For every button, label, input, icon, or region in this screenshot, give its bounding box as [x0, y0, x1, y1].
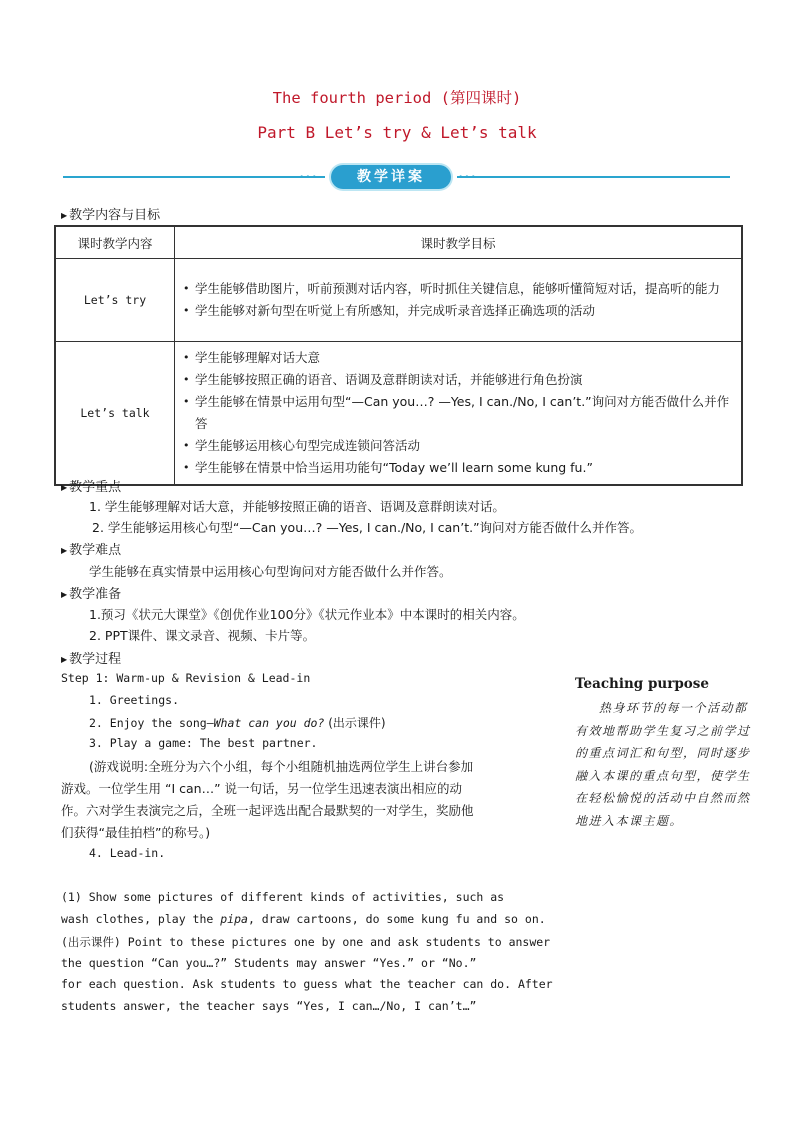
preparation-item: 1.预习《状元大课堂》《创优作业100分》《状元作业本》中本课时的相关内容。: [89, 607, 525, 622]
row-goals: [175, 259, 743, 342]
col-header-content: 课时教学内容: [55, 226, 175, 259]
col-header-goals: 课时教学目标: [175, 226, 743, 259]
lead-in-paragraph: students answer, the teacher says “Yes, I can…/No, I can’t…”: [61, 999, 477, 1013]
table-row: [55, 259, 742, 342]
step-title: Step 1: Warm-up & Revision & Lead-in: [61, 671, 311, 685]
lead-in-paragraph: wash clothes, play the pipa, draw cartoons, do some kung fu and so on.: [61, 912, 546, 926]
table-header-row: [55, 226, 742, 259]
key-points-heading: ▶ 教学重点: [61, 480, 122, 495]
goal-item: • 学生能够在情景中恰当运用功能句“Today we’ll learn some kung fu.”: [181, 457, 733, 479]
step-item: 3. Play a game: The best partner.: [89, 736, 318, 750]
goal-item: • 学生能够对新句型在听觉上有所感知，并完成听录音选择正确选项的活动: [181, 300, 733, 322]
sidebar-title: Teaching purpose: [575, 676, 709, 692]
key-point-item: 2. 学生能够运用核心句型“—Can you…? —Yes, I can./No, I can’t.”询问对方能否做什么并作答。: [92, 520, 643, 535]
game-description: 们获得“最佳拍档”的称号。): [61, 825, 211, 840]
game-description: (游戏说明:全班分为六个小组，每个小组随机抽选两位学生上讲台参加: [89, 759, 474, 774]
goal-item: • 学生能够理解对话大意: [181, 347, 733, 369]
game-description: 游戏。一位学生用 “I can…” 说一句话，另一位学生迅速表演出相应的动: [61, 781, 463, 796]
goal-item: • 学生能够按照正确的语音、语调及意群朗读对话，并能够进行角色扮演: [181, 369, 733, 391]
objectives-table: [54, 225, 743, 486]
lead-in-paragraph: (1) Show some pictures of different kinds of activities, such as: [61, 890, 505, 904]
difficulty-heading: ▶ 教学难点: [61, 543, 122, 558]
lead-in-paragraph: the question “Can you…?” Students may answer “Yes.” or “No.”: [61, 956, 477, 970]
difficulty-text: 学生能够在真实情景中运用核心句型询问对方能否做什么并作答。: [89, 564, 452, 579]
game-description: 作。六对学生表演完之后，全班一起评选出配合最默契的一对学生，奖励他: [61, 803, 474, 818]
period-title: The fourth period (第四课时): [272, 89, 522, 107]
process-heading: ▶ 教学过程: [61, 652, 122, 667]
preparation-heading: ▶ 教学准备: [61, 587, 122, 602]
key-point-item: 1. 学生能够理解对话大意，并能够按照正确的语音、语调及意群朗读对话。: [89, 499, 505, 514]
step-item: 2. Enjoy the song—What can you do? (出示课件): [89, 716, 386, 730]
section-divider: ••• ••• 教学详案: [63, 165, 730, 189]
row-content-label: Let’s talk: [55, 342, 175, 486]
objectives-heading: ▶ 教学内容与目标: [61, 208, 161, 223]
goal-item: • 学生能够在情景中运用句型“—Can you…? —Yes, I can./No, I can’t.”询问对方能否做什么并作答: [181, 391, 733, 435]
lesson-subtitle: Part B Let’s try & Let’s talk: [257, 123, 537, 142]
goal-item: • 学生能够运用核心句型完成连锁问答活动: [181, 435, 733, 457]
lead-in-paragraph: (出示课件) Point to these pictures one by one and ask students to answer: [61, 935, 551, 949]
goal-item: • 学生能够借助图片，听前预测对话内容，听时抓住关键信息，能够听懂简短对话，提高听的能力: [181, 278, 733, 300]
row-content-label: Let’s try: [55, 259, 175, 342]
lead-in-paragraph: for each question. Ask students to guess what the teacher can do. After: [61, 977, 553, 991]
step-item: 1. Greetings.: [89, 693, 180, 707]
sidebar-body: 热身环节的每一个活动都有效地帮助学生复习之前学过的重点词汇和句型，同时逐步融入本课的重点句型，使学生在轻松愉悦的活动中自然而然地进入本课主题。: [575, 701, 751, 828]
row-goals: [175, 342, 743, 486]
table-row: [55, 342, 742, 486]
section-badge: 教学详案: [331, 165, 451, 189]
step-item: 4. Lead-in.: [89, 846, 166, 860]
preparation-item: 2. PPT课件、课文录音、视频、卡片等。: [89, 628, 316, 643]
